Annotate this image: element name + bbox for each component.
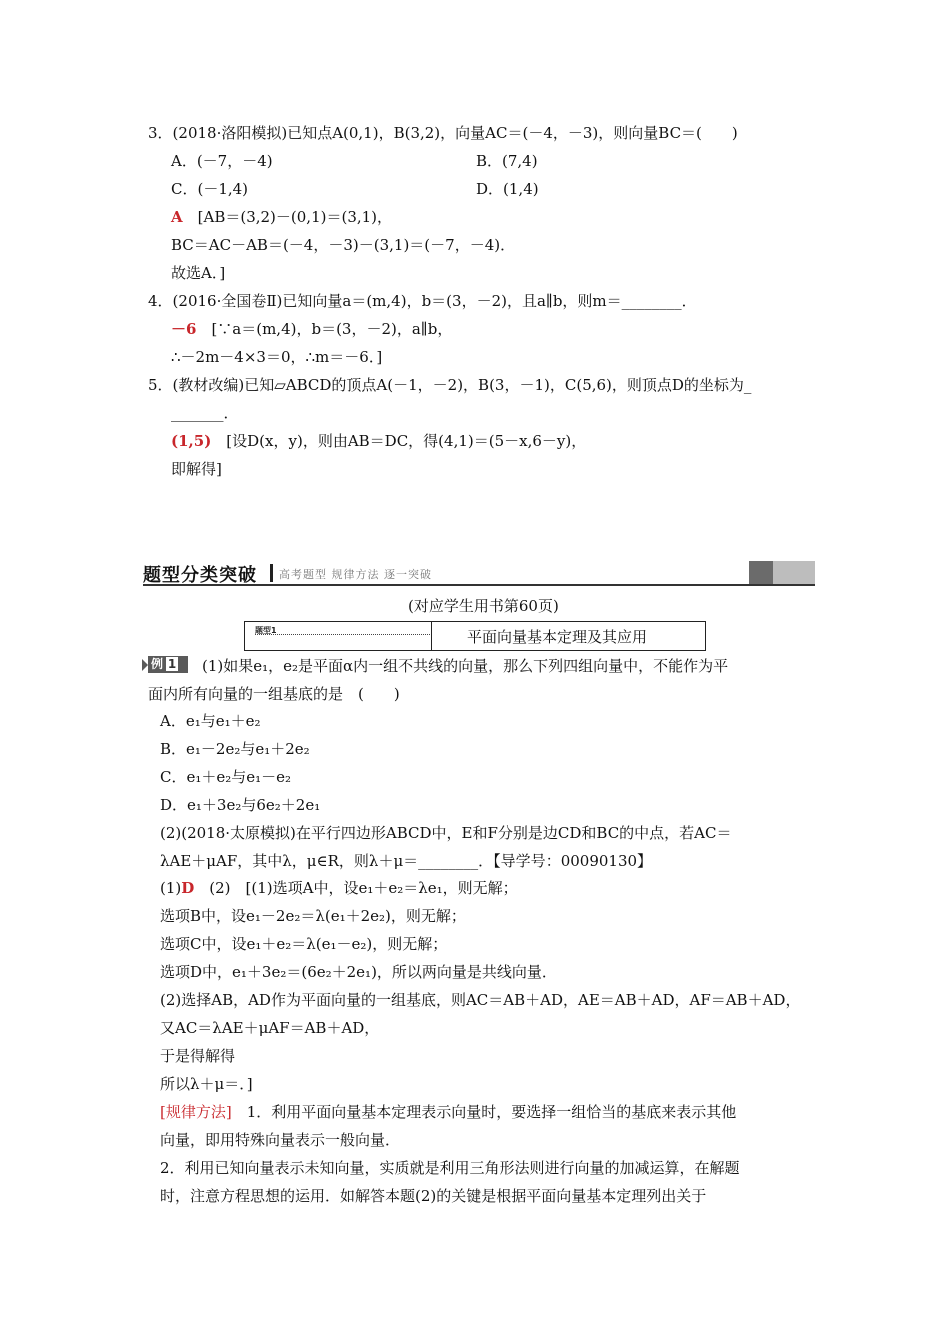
answer-prefix: (1)	[160, 879, 182, 897]
text-line-s3: 选项C中，设e₁＋e₂＝λ(e₁－e₂)，则无解；	[160, 935, 448, 953]
answer-label: D	[181, 879, 195, 897]
text-line-ex1D: D．e₁＋3e₂与6e₂＋2e₁	[160, 796, 321, 814]
q5-answer	[171, 431, 586, 451]
text-line-ex1C: C．e₁＋e₂与e₁－e₂	[160, 768, 292, 786]
example-text: (1)如果e₁，e₂是平面α内一组不共线的向量，那么下列四组向量中，不能作为平	[202, 657, 729, 675]
text-line-s2: 选项B中，设e₁－2e₂＝λ(e₁＋2e₂)，则无解；	[160, 907, 466, 925]
section-subtitle: 高考题型 规律方法 逐一突破	[279, 568, 432, 581]
text-line-q3s3: 故选A．]	[171, 264, 226, 282]
topic-separator	[431, 622, 432, 650]
text-line-q3b: B．(7,4)	[476, 152, 538, 170]
answer-text: [∵a＝(m,4)，b＝(3，－2)，a∥b，	[196, 320, 453, 338]
example-number: 1	[167, 657, 177, 671]
q4-answer	[171, 319, 452, 339]
answer-label: －6	[171, 320, 197, 338]
answer-text: (2) [(1)选项A中，设e₁＋e₂＝λe₁，则无解；	[194, 879, 518, 897]
answer-label: A	[171, 208, 183, 226]
text-line-q3d: D．(1,4)	[476, 180, 539, 198]
section-divider	[270, 564, 273, 582]
answer-text: [AB＝(3,2)－(0,1)＝(3,1)，	[182, 208, 393, 226]
text-line-q3c: C．(－1,4)	[171, 180, 249, 198]
text-line-ref: (对应学生用书第60页)	[408, 597, 559, 615]
section-header-bar	[143, 561, 815, 586]
example-answer	[160, 878, 518, 898]
text-line-q3a: A．(－7，－4)	[171, 152, 273, 170]
text-line-ex1B: B．e₁－2e₂与e₁＋2e₂	[160, 740, 310, 758]
text-line-s5: (2)选择AB，AD作为平面向量的一组基底，则AC＝AB＋AD，AE＝AB＋AD，AF＝AB＋AD，	[160, 991, 801, 1009]
q3-answer	[171, 207, 392, 227]
text-line-q5: 5．(教材改编)已知▱ABCD的顶点A(－1，－2)，B(3，－1)，C(5,6)，则顶点D的坐标为_	[148, 376, 752, 394]
example-label: 例	[151, 657, 164, 671]
answer-text: [设D(x，y)，则由AB＝DC，得(4,1)＝(5－x,6－y)，	[211, 432, 587, 450]
text-line-q3s2: BC＝AC－AB＝(－4，－3)－(3,1)＝(－7，－4)．	[171, 236, 516, 254]
text-line-m2: 2．利用已知向量表示未知向量，实质就是利用三角形法则进行向量的加减运算，在解题	[160, 1159, 740, 1177]
text-line-ex2b: λAE＋μAF，其中λ，μ∈R，则λ＋μ＝________．【导学号：00090130】	[160, 852, 653, 870]
text-line-s8: 所以λ＋μ＝．]	[160, 1075, 253, 1093]
example-badge	[148, 656, 188, 673]
topic-tag: 题型1	[255, 626, 277, 635]
text-line-s7: 于是得解得	[160, 1047, 236, 1065]
topic-title: 平面向量基本定理及其应用	[467, 628, 648, 646]
text-line-m1b: 向量，即用特殊向量表示一般向量．	[160, 1131, 401, 1149]
text-line-q5s2: 即解得]	[171, 460, 222, 478]
text-line-m3: 时，注意方程思想的运用．如解答本题(2)的关键是根据平面向量基本定理列出关于	[160, 1187, 707, 1205]
answer-label: (1,5)	[171, 432, 212, 450]
decor-block-dark	[749, 561, 773, 584]
method-label: [规律方法]	[160, 1103, 232, 1121]
text-line-s6: 又AC＝λAE＋μAF＝AB＋AD，	[160, 1019, 380, 1037]
decor-block-light	[773, 561, 815, 584]
section-title: 题型分类突破	[143, 565, 257, 586]
text-line-q5b: _______．	[171, 404, 239, 422]
text-line-s4: 选项D中，e₁＋3e₂＝(6e₂＋2e₁)，所以两向量是共线向量．	[160, 963, 557, 981]
method-text: 1．利用平面向量基本定理表示向量时，要选择一组恰当的基底来表示其他	[231, 1103, 737, 1121]
text-line-q4: 4．(2016·全国卷Ⅱ)已知向量a＝(m,4)，b＝(3，－2)，且a∥b，则m＝________．	[148, 292, 697, 310]
text-line-q4s2: ∴－2m－4×3＝0，∴m＝－6．]	[171, 348, 383, 366]
text-line-ex1b: 面内所有向量的一组基底的是 ( )	[148, 685, 400, 703]
topic-box	[244, 621, 706, 651]
text-line-ex2a: (2)(2018·太原模拟)在平行四边形ABCD中，E和F分别是边CD和BC的中点，若AC＝	[160, 824, 732, 842]
method-line	[160, 1102, 736, 1122]
dotted-line	[255, 634, 430, 635]
text-line-q3: 3．(2018·洛阳模拟)已知点A(0,1)，B(3,2)，向量AC＝(－4，－3)，则向量BC＝( )	[148, 124, 738, 142]
text-line-ex1A: A．e₁与e₁＋e₂	[160, 712, 261, 730]
